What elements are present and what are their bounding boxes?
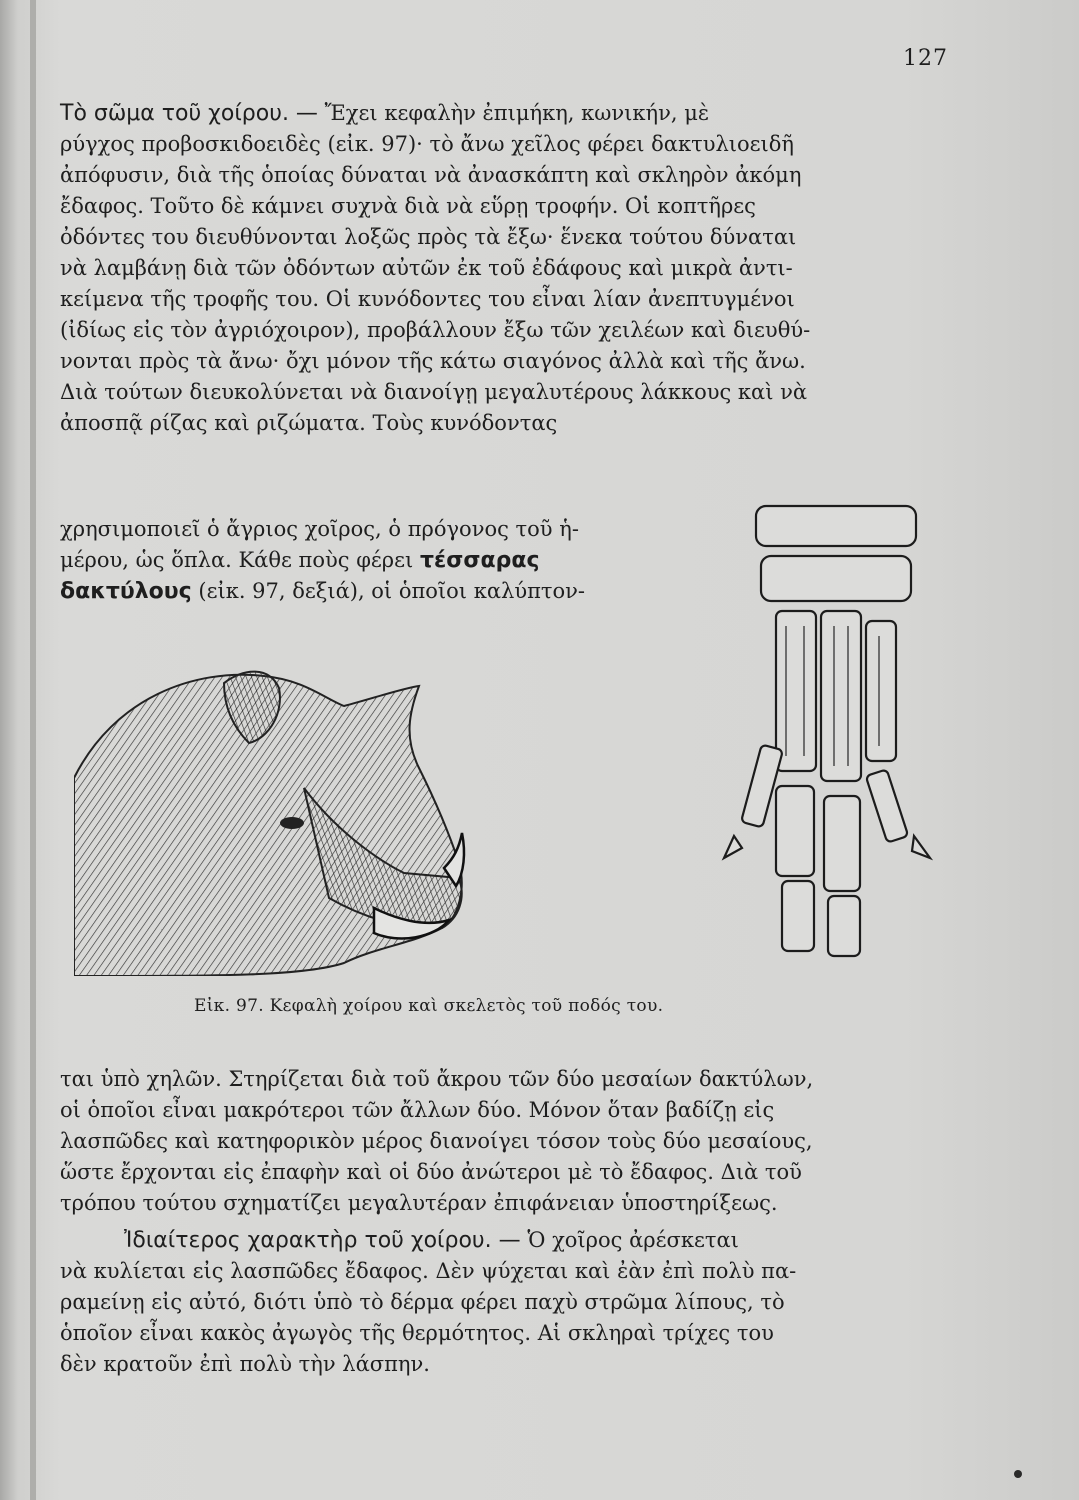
text-line <box>60 98 952 129</box>
text-line: ἀποσπᾷ ρίζας καὶ ριζώματα. <box>60 411 366 435</box>
text-line: ρύγχος προβοσκιδοειδὲς (εἰκ. 97)· τὸ ἄνω χεῖλος φέρει δακτυλιοειδῆ <box>60 132 795 156</box>
text-line: ται ὑπὸ χηλῶν. Στηρίζεται διὰ τοῦ ἄκρου τῶν δύο μεσαίων δακτύλων, <box>60 1067 814 1091</box>
section-heading: Τὸ σῶμα τοῦ χοίρου. — <box>60 101 318 126</box>
binding-gutter <box>30 0 36 1500</box>
ink-speck <box>1014 1470 1022 1478</box>
text-line: ἔδαφος. Τοῦτο δὲ κάμνει συχνὰ διὰ νὰ εὕρῃ τροφήν. Οἱ κοπτῆρες <box>60 194 756 218</box>
text-line: ὀδόντες του διευθύνονται λοξῶς πρὸς τὰ ἔξω· ἕνεκα τούτου δύναται <box>60 225 797 249</box>
section-heading: Ἰδιαίτερος χαρακτὴρ τοῦ χοίρου. — <box>124 1228 521 1253</box>
text-line: ἀπόφυσιν, διὰ τῆς ὁποίας δύναται νὰ ἀνασκάπτη καὶ σκληρὸν ἀκόμη <box>60 163 802 187</box>
text-line: νονται πρὸς τὰ ἄνω· ὄχι μόνον τῆς κάτω σιαγόνος ἀλλὰ καὶ τῆς ἄνω. <box>60 349 806 373</box>
continued-text-block <box>60 1064 952 1380</box>
foot-skeleton-illustration <box>716 486 956 978</box>
text-line <box>60 545 672 576</box>
text-line: (εἰκ. 97, δεξιά), οἱ ὁποῖοι καλύπτον- <box>198 579 586 603</box>
page-number: 127 <box>903 46 948 71</box>
section-body-body <box>60 98 952 439</box>
text-line: οἱ ὁποῖοι εἶναι μακρότεροι τῶν ἄλλων δύο. Μόνον ὅταν βαδίζῃ εἰς <box>60 1098 775 1122</box>
text-line <box>60 408 952 439</box>
text-line: Ὁ χοῖρος ἀρέσκεται <box>527 1228 739 1252</box>
text-line: ραμείνῃ εἰς αὐτό, διότι ὑπὸ τὸ δέρμα φέρει παχὺ στρῶμα λίπους, τὸ <box>60 1290 785 1314</box>
text-line <box>60 1225 952 1256</box>
figure-caption: Εἰκ. 97. Κεφαλὴ χοίρου καὶ σκελετὸς τοῦ ποδός του. <box>194 996 664 1016</box>
boar-head-illustration <box>74 658 474 976</box>
text-line: νὰ κυλίεται εἰς λασπῶδες ἔδαφος. Δὲν ψύχεται καὶ ἐὰν ἐπὶ πολὺ πα- <box>60 1259 797 1283</box>
emphasis-text: δακτύλους <box>60 579 192 604</box>
text-line: (ἰδίως εἰς τὸν ἀγριόχοιρον), προβάλλουν ἔξω τῶν χειλέων καὶ διευθύ- <box>60 318 811 342</box>
text-line: χρησιμοποιεῖ ὁ ἄγριος χοῖρος, ὁ πρόγονος τοῦ ἡ- <box>60 517 579 541</box>
text-line: ὥστε ἔρχονται εἰς ἐπαφὴν καὶ οἱ δύο ἀνώτεροι μὲ τὸ ἔδαφος. Διὰ τοῦ <box>60 1160 802 1184</box>
emphasis-text: τέσσαρας <box>419 548 540 573</box>
text-line <box>60 576 672 607</box>
text-line: Διὰ τούτων διευκολύνεται νὰ διανοίγῃ μεγαλυτέρους λάκκους καὶ νὰ <box>60 380 808 404</box>
text-line: δὲν κρατοῦν ἐπὶ πολὺ τὴν λάσπην. <box>60 1352 430 1376</box>
text-line: Τοὺς κυνόδοντας <box>372 411 558 435</box>
text-line: λασπῶδες καὶ κατηφορικὸν μέρος διανοίγει τόσον τοὺς δύο μεσαίους, <box>60 1129 813 1153</box>
text-line: μέρου, ὡς ὅπλα. Κάθε ποὺς φέρει <box>60 548 414 572</box>
text-line: κείμενα τῆς τροφῆς του. Οἱ κυνόδοντες του εἶναι λίαν ἀνεπτυγμένοι <box>60 287 795 311</box>
text-line: ὁποῖον εἶναι κακὸς ἀγωγὸς τῆς θερμότητος. Αἱ σκληραὶ τρίχες του <box>60 1321 774 1345</box>
text-line: Ἔχει κεφαλὴν ἐπιμήκη, κωνικήν, μὲ <box>324 101 710 125</box>
text-line: τρόπου τούτου σχηματίζει μεγαλυτέραν ἐπιφάνειαν ὑποστηρίξεως. <box>60 1191 778 1215</box>
narrow-text-block <box>60 514 672 607</box>
text-line: νὰ λαμβάνῃ διὰ τῶν ὀδόντων αὐτῶν ἐκ τοῦ ἐδάφους καὶ μικρὰ ἀντι- <box>60 256 793 280</box>
